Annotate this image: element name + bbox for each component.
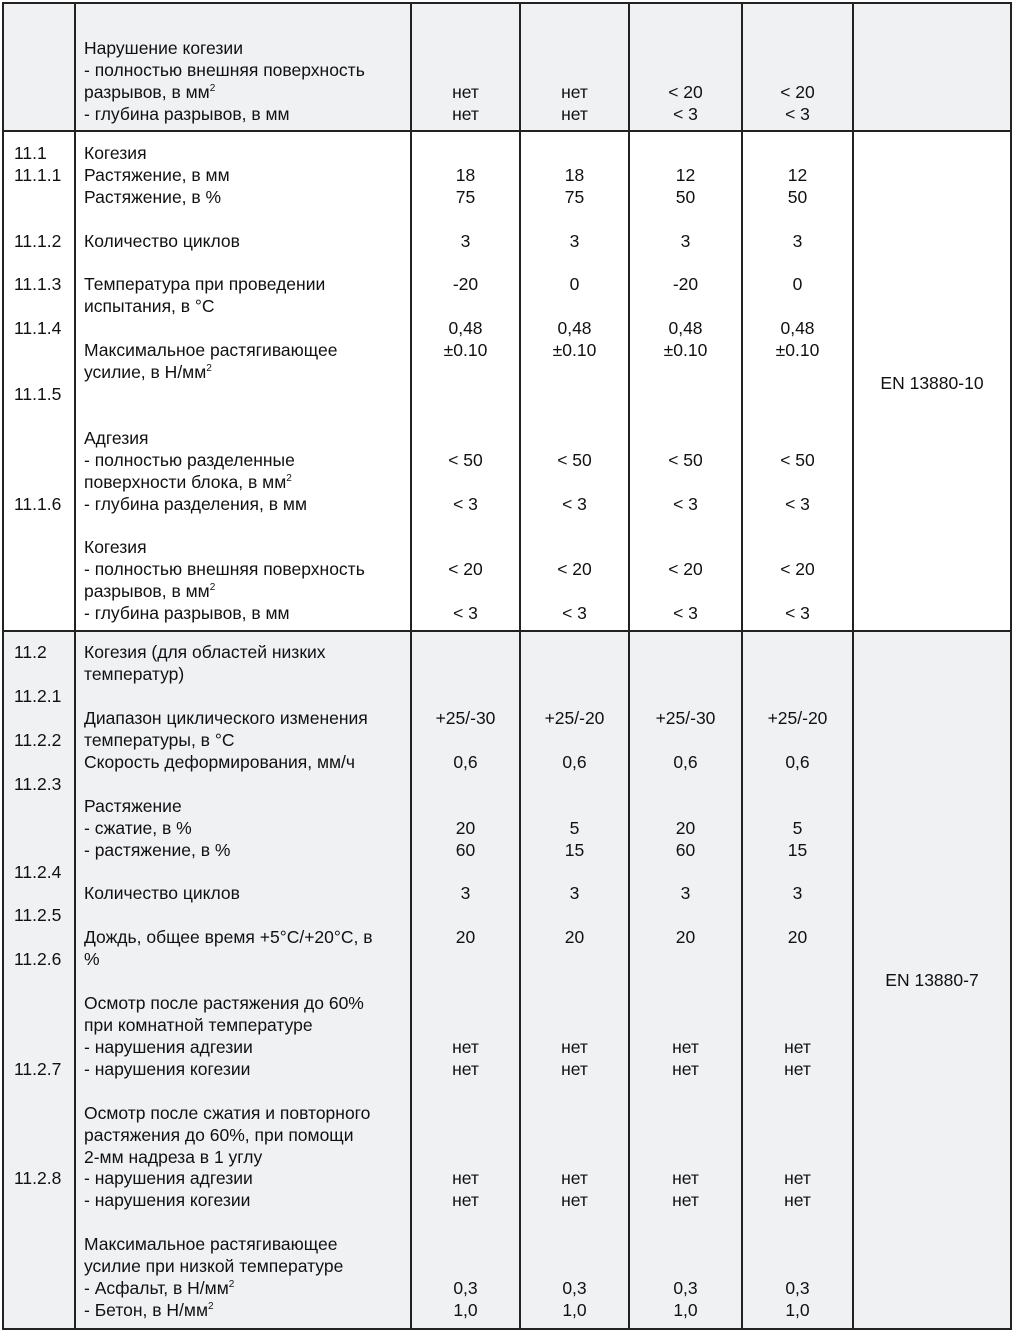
row-label: Когезия bbox=[84, 537, 147, 557]
item-number: 11.2.4 bbox=[14, 862, 62, 882]
value-cell: нет bbox=[452, 1059, 479, 1079]
row-label: - Бетон, в $Н/мм^2$ bbox=[84, 1300, 214, 1320]
value-cell: +25/-20 bbox=[544, 708, 605, 728]
value-cell: ±0.10 bbox=[775, 340, 820, 360]
row-label: Когезия bbox=[84, 143, 147, 163]
value-cell: 3 bbox=[569, 231, 580, 251]
value-cell: < 3 bbox=[453, 494, 478, 514]
value-cell: 0,3 bbox=[673, 1278, 698, 1298]
row-label: Диапазон циклического изменения bbox=[84, 708, 368, 728]
item-number: 11.2.2 bbox=[14, 730, 62, 750]
value-cell: 0,3 bbox=[453, 1278, 478, 1298]
value-cell: нет bbox=[561, 104, 588, 124]
value-cell: нет bbox=[672, 1168, 699, 1188]
value-cell: -20 bbox=[452, 274, 479, 294]
row-label: - полностью внешняя поверхность bbox=[84, 559, 365, 579]
row-label: - Асфальт, в $Н/мм^2$ bbox=[84, 1278, 235, 1298]
col-border bbox=[852, 4, 854, 1328]
row-label: Количество циклов bbox=[84, 231, 240, 251]
row-label: температуры, в °С bbox=[84, 730, 235, 750]
row-label: Осмотр после сжатия и повторного bbox=[84, 1103, 371, 1123]
value-cell: < 3 bbox=[673, 603, 698, 623]
value-cell: 50 bbox=[787, 187, 808, 207]
standard-reference: EN 13880-7 bbox=[885, 970, 979, 990]
value-cell: 0 bbox=[569, 274, 580, 294]
value-cell: 0 bbox=[792, 274, 803, 294]
row-label: - глубина разделения, в мм bbox=[84, 494, 307, 514]
value-cell: < 20 bbox=[668, 82, 703, 102]
value-cell: +25/-30 bbox=[435, 708, 496, 728]
item-number: 11.1 bbox=[14, 143, 47, 163]
value-cell: < 3 bbox=[673, 104, 698, 124]
row-label: % bbox=[84, 949, 100, 969]
value-cell: нет bbox=[784, 1190, 811, 1210]
value-cell: 3 bbox=[680, 883, 691, 903]
row-label: Максимальное растягивающее bbox=[84, 340, 338, 360]
row-label: - нарушения адгезии bbox=[84, 1168, 253, 1188]
value-cell: 1,0 bbox=[785, 1300, 810, 1320]
value-cell: 0,6 bbox=[453, 752, 478, 772]
item-number: 11.1.1 bbox=[14, 165, 62, 185]
value-cell: 3 bbox=[460, 231, 471, 251]
value-cell: < 3 bbox=[785, 603, 810, 623]
value-cell: нет bbox=[784, 1037, 811, 1057]
value-cell: нет bbox=[561, 82, 588, 102]
value-cell: 50 bbox=[675, 187, 696, 207]
col-border bbox=[74, 4, 76, 1328]
col-border bbox=[2, 4, 4, 1328]
value-cell: 75 bbox=[564, 187, 585, 207]
row-label: разрывов, в $мм^2$ bbox=[84, 581, 216, 601]
value-cell: нет bbox=[561, 1059, 588, 1079]
value-cell: 20 bbox=[787, 927, 808, 947]
value-cell: 3 bbox=[460, 883, 471, 903]
row-label: температур) bbox=[84, 664, 185, 684]
value-cell: ±0.10 bbox=[443, 340, 488, 360]
row-label: испытания, в °С bbox=[84, 296, 215, 316]
value-cell: 0,48 bbox=[448, 318, 483, 338]
value-cell: < 20 bbox=[668, 559, 703, 579]
row-label: 2-мм надреза в 1 углу bbox=[84, 1147, 263, 1167]
row-label: Скорость деформирования, мм/ч bbox=[84, 752, 356, 772]
item-number: 11.2.5 bbox=[14, 905, 62, 925]
value-cell: 0,6 bbox=[562, 752, 587, 772]
value-cell: 0,48 bbox=[668, 318, 703, 338]
row-label: усилие при низкой температуре bbox=[84, 1256, 344, 1276]
row-label: разрывов, в $мм^2$ bbox=[84, 82, 216, 102]
row-divider-11-1 bbox=[2, 130, 1012, 132]
value-cell: < 50 bbox=[557, 450, 592, 470]
item-number: 11.2.6 bbox=[14, 949, 62, 969]
value-cell: нет bbox=[452, 1168, 479, 1188]
value-cell: нет bbox=[784, 1168, 811, 1188]
value-cell: 1,0 bbox=[453, 1300, 478, 1320]
value-cell: 20 bbox=[675, 927, 696, 947]
value-cell: < 20 bbox=[780, 559, 815, 579]
value-cell: 20 bbox=[455, 927, 476, 947]
value-cell: 3 bbox=[792, 231, 803, 251]
row-label: растяжения до 60%, при помощи bbox=[84, 1125, 354, 1145]
item-number: 11.1.6 bbox=[14, 494, 62, 514]
item-number: 11.2 bbox=[14, 642, 47, 662]
row-label: Растяжение bbox=[84, 796, 182, 816]
row-label: Когезия (для областей низких bbox=[84, 642, 326, 662]
value-cell: < 50 bbox=[780, 450, 815, 470]
row-label: - нарушения адгезии bbox=[84, 1037, 253, 1057]
item-number: 11.1.5 bbox=[14, 384, 62, 404]
value-cell: 0,3 bbox=[785, 1278, 810, 1298]
value-cell: 60 bbox=[455, 840, 476, 860]
value-cell: 3 bbox=[680, 231, 691, 251]
value-cell: < 3 bbox=[673, 494, 698, 514]
value-cell: 3 bbox=[569, 883, 580, 903]
value-cell: +25/-20 bbox=[767, 708, 828, 728]
value-cell: 0,48 bbox=[557, 318, 592, 338]
value-cell: < 20 bbox=[557, 559, 592, 579]
value-cell: нет bbox=[784, 1059, 811, 1079]
standard-reference: EN 13880-10 bbox=[880, 373, 984, 393]
item-number: 11.2.1 bbox=[14, 686, 62, 706]
value-cell: 12 bbox=[787, 165, 808, 185]
value-cell: < 3 bbox=[785, 494, 810, 514]
value-cell: нет bbox=[452, 1037, 479, 1057]
row-label: при комнатной температуре bbox=[84, 1015, 313, 1035]
value-cell: 1,0 bbox=[562, 1300, 587, 1320]
value-cell: < 3 bbox=[562, 603, 587, 623]
value-cell: нет bbox=[561, 1168, 588, 1188]
value-cell: < 3 bbox=[785, 104, 810, 124]
value-cell: 20 bbox=[675, 818, 696, 838]
row-label: Нарушение когезии bbox=[84, 38, 243, 58]
value-cell: < 3 bbox=[453, 603, 478, 623]
row-label: - сжатие, в % bbox=[84, 818, 192, 838]
item-number: 11.2.3 bbox=[14, 774, 62, 794]
row-label: - полностью внешняя поверхность bbox=[84, 60, 365, 80]
row-label: - нарушения когезии bbox=[84, 1059, 251, 1079]
value-cell: +25/-30 bbox=[655, 708, 716, 728]
row-label: Максимальное растягивающее bbox=[84, 1234, 338, 1254]
row-label: - нарушения когезии bbox=[84, 1190, 251, 1210]
row-label: Растяжение, в % bbox=[84, 187, 222, 207]
table-top-border bbox=[2, 2, 1012, 4]
value-cell: < 50 bbox=[448, 450, 483, 470]
row-divider-11-2 bbox=[2, 630, 1012, 632]
row-label: Растяжение, в мм bbox=[84, 165, 230, 185]
row-label: - растяжение, в % bbox=[84, 840, 231, 860]
row-label: Дождь, общее время +5°С/+20°С, в bbox=[84, 927, 373, 947]
item-number: 11.1.3 bbox=[14, 274, 62, 294]
value-cell: 0,48 bbox=[780, 318, 815, 338]
value-cell: 15 bbox=[564, 840, 585, 860]
row-label: Адгезия bbox=[84, 428, 149, 448]
row-label: Осмотр после растяжения до 60% bbox=[84, 993, 364, 1013]
value-cell: нет bbox=[672, 1059, 699, 1079]
value-cell: 15 bbox=[787, 840, 808, 860]
table-bottom-border bbox=[2, 1328, 1012, 1330]
row-label: - полностью разделенные bbox=[84, 450, 295, 470]
row-label: Температура при проведении bbox=[84, 274, 326, 294]
value-cell: < 20 bbox=[780, 82, 815, 102]
value-cell: 0,6 bbox=[785, 752, 810, 772]
value-cell: 5 bbox=[569, 818, 580, 838]
value-cell: 12 bbox=[675, 165, 696, 185]
value-cell: нет bbox=[452, 104, 479, 124]
row-label: поверхности блока, в $мм^2$ bbox=[84, 472, 292, 492]
value-cell: 20 bbox=[564, 927, 585, 947]
value-cell: < 50 bbox=[668, 450, 703, 470]
value-cell: 18 bbox=[455, 165, 476, 185]
row-label: Количество циклов bbox=[84, 883, 240, 903]
value-cell: нет bbox=[452, 82, 479, 102]
value-cell: 18 bbox=[564, 165, 585, 185]
value-cell: нет bbox=[561, 1037, 588, 1057]
value-cell: < 3 bbox=[562, 494, 587, 514]
value-cell: 3 bbox=[792, 883, 803, 903]
value-cell: 0,6 bbox=[673, 752, 698, 772]
row-label: - глубина разрывов, в мм bbox=[84, 603, 290, 623]
value-cell: 5 bbox=[792, 818, 803, 838]
value-cell: 60 bbox=[675, 840, 696, 860]
value-cell: нет bbox=[672, 1190, 699, 1210]
item-number: 11.2.8 bbox=[14, 1168, 62, 1188]
item-number: 11.2.7 bbox=[14, 1059, 62, 1079]
item-number: 11.1.4 bbox=[14, 318, 62, 338]
value-cell: 0,3 bbox=[562, 1278, 587, 1298]
col-border bbox=[1010, 4, 1012, 1328]
value-cell: нет bbox=[672, 1037, 699, 1057]
value-cell: 20 bbox=[455, 818, 476, 838]
row-label: - глубина разрывов, в мм bbox=[84, 104, 290, 124]
value-cell: < 20 bbox=[448, 559, 483, 579]
row-label: усилие, в $Н/мм^2$ bbox=[84, 362, 212, 382]
item-number: 11.1.2 bbox=[14, 231, 62, 251]
value-cell: нет bbox=[561, 1190, 588, 1210]
value-cell: -20 bbox=[672, 274, 699, 294]
value-cell: 75 bbox=[455, 187, 476, 207]
value-cell: ±0.10 bbox=[552, 340, 597, 360]
value-cell: 1,0 bbox=[673, 1300, 698, 1320]
value-cell: нет bbox=[452, 1190, 479, 1210]
value-cell: ±0.10 bbox=[663, 340, 708, 360]
